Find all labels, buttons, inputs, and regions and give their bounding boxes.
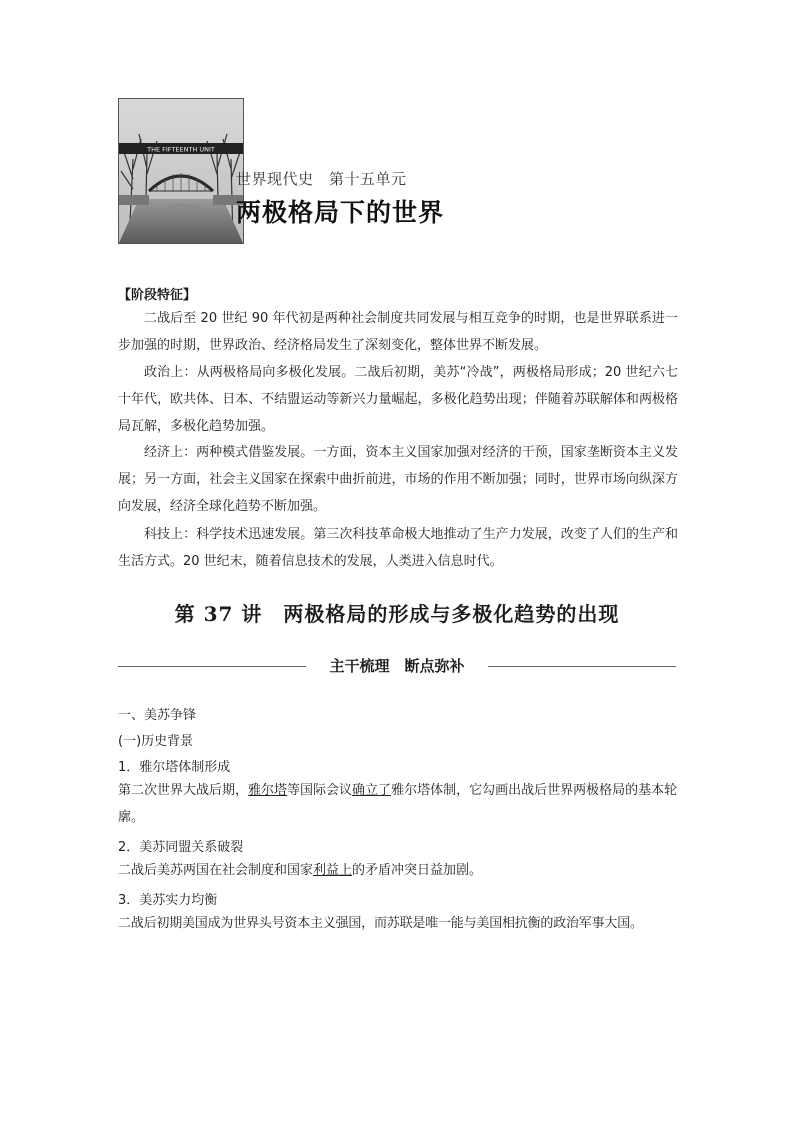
- item-body-text: 等国际会议: [287, 783, 353, 798]
- outline-heading-2: (一)历史背景: [118, 734, 194, 749]
- bridge-canal-photo: [119, 99, 243, 243]
- item-body: [118, 857, 683, 884]
- image-caption: THE FIFTEENTH UNIT: [147, 145, 215, 154]
- underlined-term: 确立了: [352, 783, 392, 798]
- stage-paragraph-technology: 科技上：科学技术迅速发展。第三次科技革命极大地推动了生产力发展，改变了人们的生产和生活方式。20 世纪末，随着信息技术的发展，人类进入信息时代。: [118, 527, 678, 569]
- outline-heading-1: 一、美苏争锋: [118, 708, 197, 723]
- unit-subtitle: 世界现代史 第十五单元: [236, 170, 407, 188]
- stage-paragraph: 二战后至 20 世纪 90 年代初是两种社会制度共同发展与相互竞争的时期，也是世界联系进一步加强的时期，世界政治、经济格局发生了深刻变化，整体世界不断发展。: [118, 311, 678, 353]
- item-heading: 2．美苏同盟关系破裂: [118, 840, 244, 855]
- lecture-title: 第 37 讲 两极格局的形成与多极化趋势的出现: [174, 602, 620, 626]
- divider-right: [488, 666, 676, 667]
- underlined-term: 利益上: [313, 863, 353, 878]
- item-body: [118, 777, 683, 831]
- underlined-term: 雅尔塔: [248, 783, 288, 798]
- item-heading: 3．美苏实力均衡: [118, 893, 218, 908]
- item-body-text: 雅尔塔体制，它勾画出战后世界两极格局的基本轮廓。: [118, 783, 678, 825]
- item-body-text: 第二次世界大战后期，: [118, 783, 249, 798]
- item-body-text: 二战后美苏两国在社会制度和国家: [118, 863, 314, 878]
- item-body: 二战后初期美国成为世界头号资本主义强国，而苏联是唯一能与美国相抗衡的政治军事大国。: [118, 916, 643, 931]
- unit-cover-image: [118, 98, 244, 244]
- stage-paragraph-politics: 政治上：从两极格局向多极化发展。二战后初期，美苏“冷战”，两极格局形成；20 世纪六七十年代，欧共体、日本、不结盟运动等新兴力量崛起，多极化趋势出现；伴随着苏联解体和两极格局瓦解，多极化趋势加强。: [118, 365, 678, 434]
- item-heading: 1．雅尔塔体制形成: [118, 760, 231, 775]
- stage-paragraph-economy: 经济上：两种模式借鉴发展。一方面，资本主义国家加强对经济的干预，国家垄断资本主义发展；另一方面，社会主义国家在探索中曲折前进，市场的作用不断加强；同时，世界市场向纵深方向发展，经济全球化趋势不断加强。: [118, 445, 678, 514]
- stage-features-tag: 【阶段特征】: [118, 288, 197, 303]
- section-label: 主干梳理 断点弥补: [329, 657, 465, 675]
- item-body-text: 的矛盾冲突日益加剧。: [352, 863, 483, 878]
- unit-title: 两极格局下的世界: [236, 198, 445, 227]
